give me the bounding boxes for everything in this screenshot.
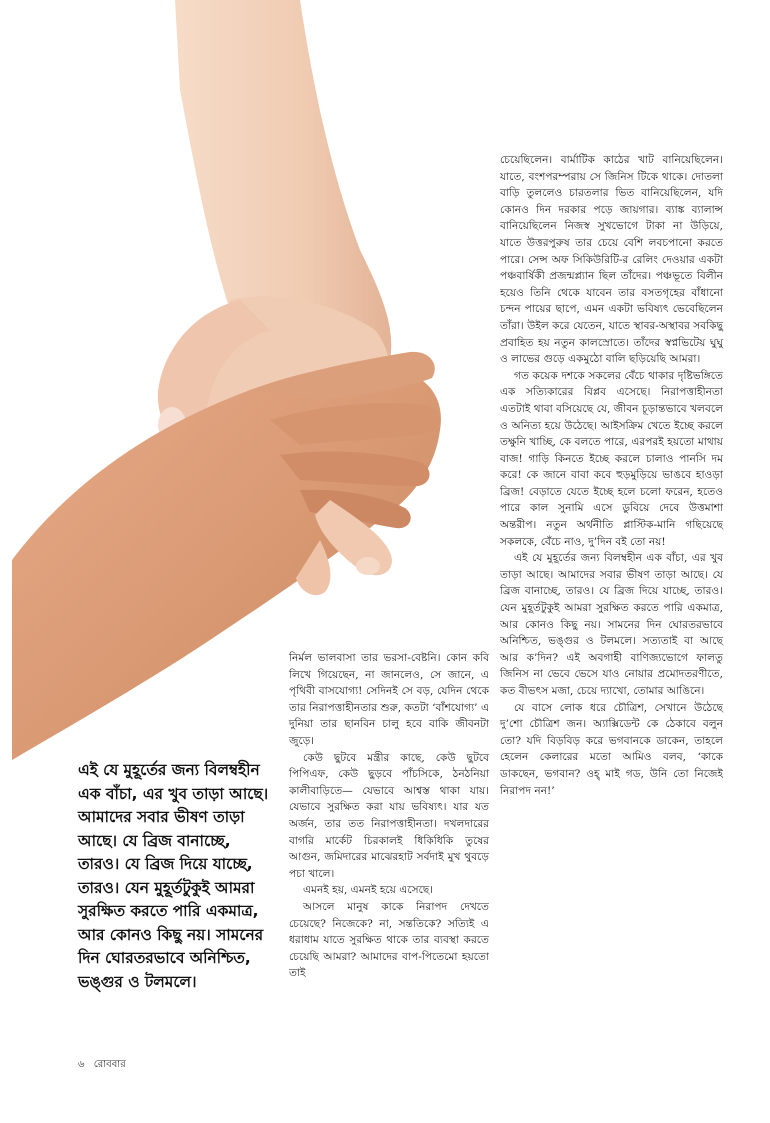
paragraph: যে বাসে লোক ধরে চৌত্রিশ, সেখানে উঠেছে দু’শো চৌত্রিশ জন। অ্যাক্সিডেন্ট কে ঠেকাবে বলুন তো? যদি বিড়বিড় করে ভগবানকে ডাকেন, তাহলে হেলেন কেলারের মতো আমিও বলব, ‘কাকে ডাকছেন, ভগবান? ওহ্‌ মাই গড, উনি তো নিজেই নিরাপদ নন!’: [500, 701, 723, 797]
paragraph: এমনই হয়, এমনই হয়ে এসেছে।: [303, 884, 434, 897]
hands-photo: [0, 0, 500, 760]
pull-quote: এই যে মুহূর্তের জন্য বিলম্বহীন এক বাঁচা, এর খুব তাড়া আছে। আমাদের সবার ভীষণ তাড়া আছে। যে ব্রিজ বানাচ্ছে, তারও। যে ব্রিজ দিয়ে যাচ্ছে, তারও। যেন মুহূর্তটুকুই আমরা সুরক্ষিত করতে পারি একমাত্র, আর কোনও কিছু নয়। সামনের দিন ঘোরতরভাবে অনিশ্চিত, ভঙ্গুর ও টলমলে।: [78, 761, 269, 991]
paragraph: গত কয়েক দশকে সকলের বেঁচে থাকার দৃষ্টিভঙ্গিতে এক সত্যিকারের বিপ্লব এসেছে। নিরাপত্তাহীনতা এতটাই থাবা বসিয়েছে যে, জীবন চূড়ান্তভাবে খলবলে ও অনিত্য হয়ে উঠেছে। আইসক্রিম খেতে ইচ্ছে করলে তক্ষুনি খাচ্ছি, কে বলতে পারে, এরপরই হয়তো মাথায় বাজ! গাড়ি কিনতে ইচ্ছে করলে চালাও পানসি দম করে! কে জানে বাবা কবে হুড়মুড়িয়ে ভাঙবে হাওড়া ব্রিজ! বেড়াতে যেতে ইচ্ছে হলে চলো ফরেন, হতেও পারে কাল সুনামি এসে ডুবিয়ে দেবে উত্তমাশা অন্তরীপ। নতুন অর্থনীতি প্লাস্টিক-মানি গছিয়েছে সকলকে, বেঁচে নাও, দু’দিন বই তো নয়!: [500, 369, 723, 548]
article-column-middle: [289, 650, 489, 982]
paragraph: চেয়েছিলেন। বার্মাটিক কাঠের খাট বানিয়েছিলেন। যাতে, বংশপরম্পরায় সে জিনিস টিকে থাকে। দোতলা বাড়ি তুললেও চারতলার ভিত বানিয়েছিলেন, যদি কোনও দিন দরকার পড়ে জায়গার। ব্যাঙ্ক ব্যালান্স বানিয়েছিলেন নিজস্ব সুখভোগে টাকা না উড়িয়ে, যাতে উত্তরপুরুষ তার চেয়ে বেশি লবচপানো করতে পারে। সেন্স অফ সিকিউরিটি-র রেলিং দেওয়ার একটা পঞ্চবার্ষিকী প্রজন্মপ্ল্যান ছিল তাঁদের। পঞ্চভূতে বিলীন হয়েও তিনি থেকে যাবেন তার বসতগৃহের বাঁধানো চন্দন পায়ের ছাপে, এমন একটা ভবিষ্যৎ ভেবেছিলেন তাঁরা। উইল করে যেতেন, যাতে স্থাবর-অস্থাবর সবকিছু প্রবাহিত হয় নতুন কালস্রোতে। তাঁদের স্বপ্নভিটেয় ঘুঘু ও লাভের গুড়ে একমুঠো বালি ছড়িয়েছি আমরা।: [500, 154, 723, 366]
section-name: রোববার: [93, 1059, 126, 1070]
paragraph: নির্মল ভালবাসা তার ভরসা-বেষ্টনি। কোন কবি লিখে গিয়েছেন, না জানলেও, সে জানে, এ পৃথিবী বাসযোগ্য! সেদিনই সে বড়, যেদিন থেকে তার নিরাপত্তাহীনতার শুরু, কতটা ‘বাঁশযোগ্য’ এ দুনিয়া তার ছানবিন চালু হবে বাকি জীবনটা জুড়ে।: [289, 652, 489, 747]
page-number: ৬: [78, 1059, 85, 1070]
paragraph: আসলে মানুষ কাকে নিরাপদ দেখতে চেয়েছে? নিজেকে? না, সন্ততিকে? সত্যিই এ ধরাধাম যাতে সুরক্ষিত থাকে তার ব্যবস্থা করতে চেয়েছি আমরা? আমাদের বাপ-পিতেমো হয়তো তাই: [289, 900, 489, 980]
paragraph: এই যে মুহূর্তের জন্য বিলম্বহীন এক বাঁচা, এর খুব তাড়া আছে। আমাদের সবার ভীষণ তাড়া আছে। যে ব্রিজ বানাচ্ছে, তারও। যে ব্রিজ দিয়ে যাচ্ছে, তারও। যেন মুহূর্তটুকুই আমরা সুরক্ষিত করতে পারি একমাত্র, আর কোনও কিছু নয়। সামনের দিন ঘোরতরভাবে অনিশ্চিত, ভঙ্গুর ও টলমলে। সত্যতাই বা আছে আর ক’দিন? এই অবগাহী বাণিজ্যভোগে ফালতু জিনিস না ভেবে ভেসে যাও নোয়ার প্রমোদতরণীতে, কত বীভৎস মজা, চেয়ে দ্যাখো, তোমার আঙিনে।: [500, 552, 723, 697]
page-footer: [78, 1057, 132, 1074]
paragraph: কেউ ছুটবে মন্ত্রীর কাছে, কেউ ছুটবে পিপিএফ, কেউ ছুড়বে পাঁচসিকে, ঠনঠনিয়া কালীবাড়িতে— যেভাবে আশ্বস্ত থাকা যায়। যেভাবে সুরক্ষিত করা যায় ভবিষ্যৎ। যার যত অর্জন, তার তত নিরাপত্তাহীনতা। দখলদারের বাগরি মার্কেট চিরকালই ধিকিধিকি তুষের আগুন, জমিদারের মাঝেরহাট সর্বদাই মুখ থুবড়ে পচা খালে।: [289, 751, 489, 880]
article-column-right: [500, 152, 723, 799]
